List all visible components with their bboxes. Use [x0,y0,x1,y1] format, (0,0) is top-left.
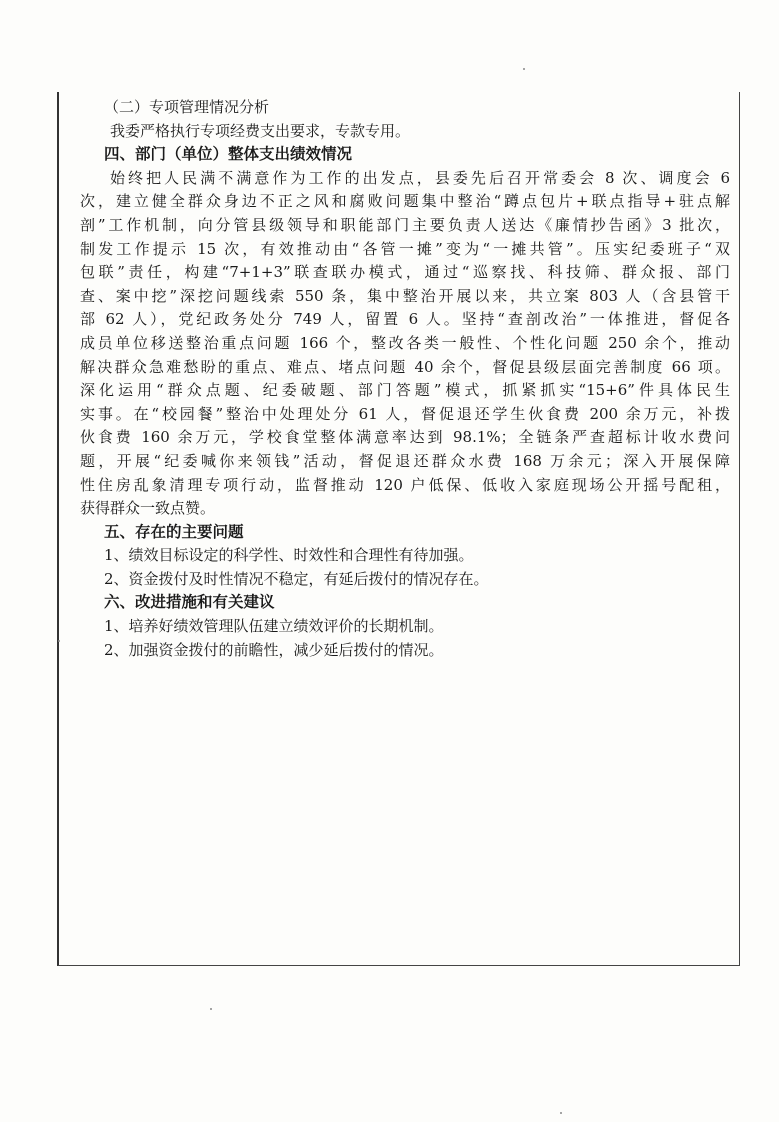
paragraph-line: 制发工作提示 15 次，有效推动由“各管一摊”变为“一摊共管”。压实纪委班子“双 [80,239,730,258]
suggestion-item-1: 1、培养好绩效管理队伍建立绩效评价的长期机制。 [104,617,444,636]
section-6-heading: 六、改进措施和有关建议 [104,593,275,612]
paragraph-line: 查、案中挖”深挖问题线索 550 条，集中整治开展以来，共立案 803 人（含县管干 [80,286,730,305]
paragraph-line: 实事。在“校园餐”整治中处理处分 61 人，督促退还学生伙食费 200 余万元，补拨 [80,404,730,423]
paragraph-line: 部 62 人），党纪政务处分 749 人，留置 6 人。坚持“查剖改治”一体推进，督促各 [80,310,730,329]
section-4-paragraph [80,167,730,521]
paragraph-line: 题，开展“纪委喊你来领钱”活动，督促退还群众水费 168 万余元；深入开展保障 [80,451,730,470]
paragraph-line: 伙食费 160 余万元，学校食堂整体满意率达到 98.1%；全链条严查超标计收水费问 [80,428,730,447]
suggestion-item-2: 2、加强资金拨付的前瞻性，减少延后拨付的情况。 [104,640,444,659]
section-4-heading: 四、部门（单位）整体支出绩效情况 [104,145,353,164]
paragraph-line: 始终把人民满不满意作为工作的出发点，县委先后召开常委会 8 次、调度会 6 [110,168,730,187]
paragraph-line: 深化运用“群众点题、纪委破题、部门答题”模式，抓紧抓实“15+6”件具体民生 [80,381,730,400]
section-5-heading: 五、存在的主要问题 [104,522,244,541]
subsection-title: （二）专项管理情况分析 [104,98,270,116]
scan-speck [210,1008,212,1010]
paragraph-line: 获得群众一致点赞。 [80,499,216,518]
paragraph-line: 剖”工作机制，向分管县级领导和职能部门主要负责人送达《廉情抄告函》3 批次， [80,215,730,234]
document-body [80,96,730,662]
problem-item-1: 1、绩效目标设定的科学性、时效性和合理性有待加强。 [104,546,474,565]
subsection-text: 我委严格执行专项经费支出要求，专款专用。 [110,121,411,140]
paragraph-line: 性住房乱象清理专项行动，监督推动 120 户低保、低收入家庭现场公开摇号配租， [80,475,730,494]
scan-speck [58,640,60,642]
paragraph-line: 次，建立健全群众身边不正之风和腐败问题集中整治“蹲点包片+联点指导+驻点解 [80,192,730,211]
scan-speck [560,1112,562,1114]
paragraph-line: 解决群众急难愁盼的重点、难点、堵点问题 40 余个，督促县级层面完善制度 66 项。 [80,357,730,376]
paragraph-line: 包联”责任，构建“7+1+3”联查联办模式，通过“巡察找、科技筛、群众报、部门 [80,263,730,282]
scan-speck [523,68,525,70]
problem-item-2: 2、资金拨付及时性情况不稳定，有延后拨付的情况存在。 [104,569,489,588]
paragraph-line: 成员单位移送整治重点问题 166 个，整改各类一般性、个性化问题 250 余个，推动 [80,333,730,352]
